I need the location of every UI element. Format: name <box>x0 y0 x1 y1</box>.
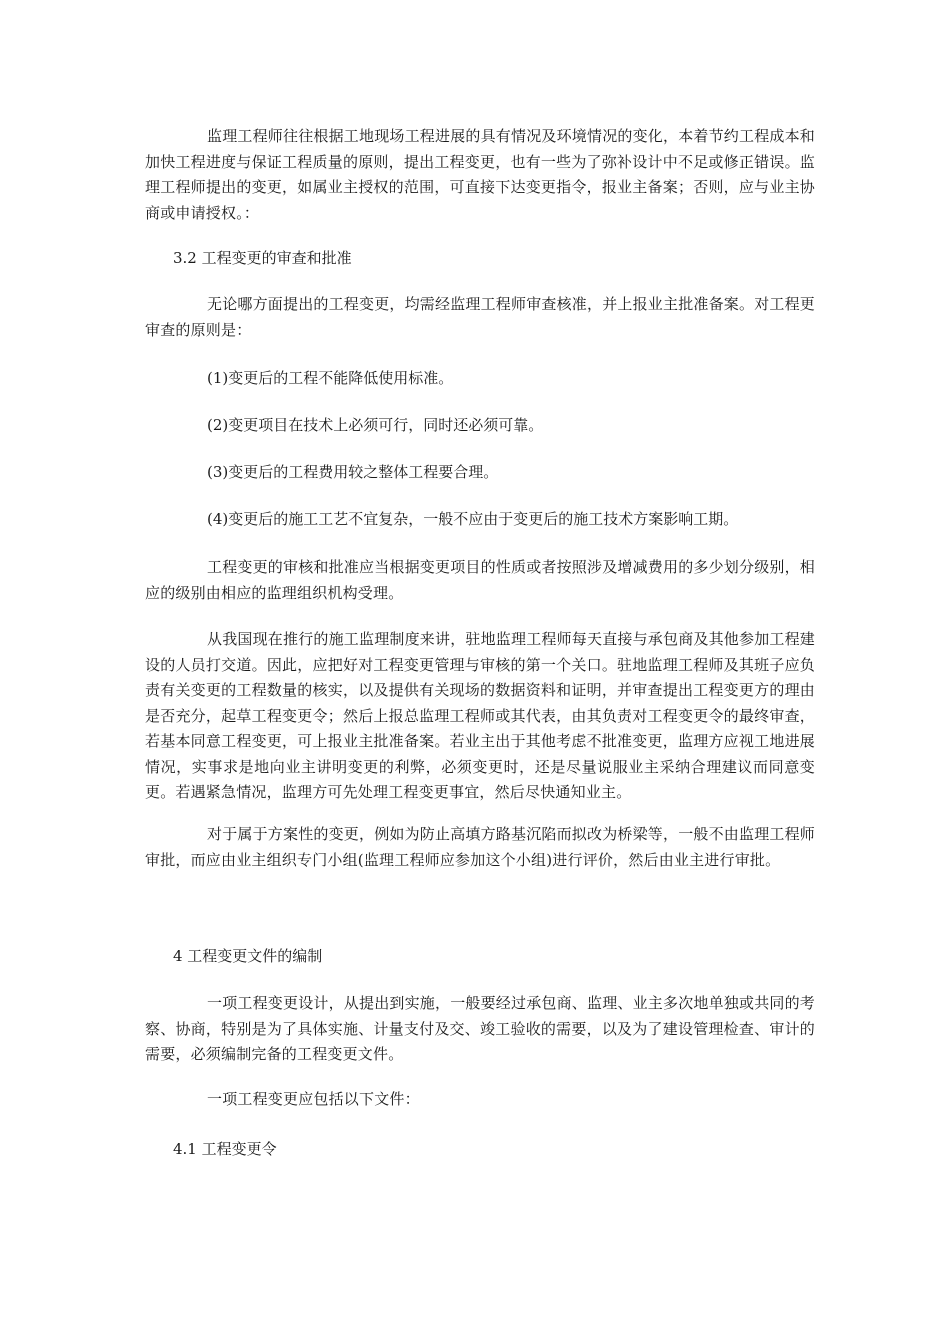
list-item-4: (4)变更后的施工工艺不宜复杂，一般不应由于变更后的施工技术方案影响工期。 <box>207 510 739 528</box>
section-heading-3-2: 3.2 工程变更的审查和批准 <box>173 249 352 267</box>
list-item-2: (2)变更项目在技术上必须可行，同时还必须可靠。 <box>207 416 544 434</box>
paragraph-engineer-proposed-changes: 监理工程师往往根据工地现场工程进展的具有情况及环境情况的变化，本着节约工程成本和加快工程进度与保证工程质量的原则，提出工程变更，也有一些为了弥补设计中不足或修正错误。监理工程师提出的变更，如属业主授权的范围，可直接下达变更指令，报业主备案；否则，应与业主协商或申请授权。： <box>145 127 816 222</box>
section-heading-4: 4 工程变更文件的编制 <box>173 947 323 965</box>
list-item-1: (1)变更后的工程不能降低使用标准。 <box>207 369 454 387</box>
paragraph-document-list-intro: 一项工程变更应包括以下文件： <box>207 1090 420 1108</box>
paragraph-resident-engineer-duties: 从我国现在推行的施工监理制度来讲，驻地监理工程师每天直接与承包商及其他参加工程建设的人员打交道。因此，应把好对工程变更管理与审核的第一个关口。驻地监理工程师及其班子应负责有关变更的工程数量的核实，以及提供有关现场的数据资料和证明，并审查提出工程变更方的理由是否充分，起草工程变更令；然后上报总监理工程师或其代表，由其负责对工程变更令的最终审查，若基本同意工程变更，可上报业主批准备案。若业主出于其他考虑不批准变更，监理方应视工地进展情况，实事求是地向业主讲明变更的利弊，必须变更时，还是尽量说服业主采纳合理建议而同意变更。若遇紧急情况，监理方可先处理工程变更事宜，然后尽快通知业主。 <box>145 630 816 801</box>
section-heading-4-1: 4.1 工程变更令 <box>173 1140 277 1158</box>
paragraph-approval-levels: 工程变更的审核和批准应当根据变更项目的性质或者按照涉及增减费用的多少划分级别，相应的级别由相应的监理组织机构受理。 <box>145 558 816 602</box>
paragraph-review-principles-intro: 无论哪方面提出的工程变更，均需经监理工程师审查核准，并上报业主批准备案。对工程更审查的原则是： <box>145 295 816 339</box>
paragraph-change-documents: 一项工程变更设计，从提出到实施，一般要经过承包商、监理、业主多次地单独或共同的考察、协商，特别是为了具体实施、计量支付及交、竣工验收的需要，以及为了建设管理检查、审计的需要，必须编制完备的工程变更文件。 <box>145 994 816 1063</box>
list-item-3: (3)变更后的工程费用较之整体工程要合理。 <box>207 463 499 481</box>
paragraph-scheme-changes: 对于属于方案性的变更，例如为防止高填方路基沉陷而拟改为桥梁等，一般不由监理工程师审批，而应由业主组织专门小组(监理工程师应参加这个小组)进行评价，然后由业主进行审批。 <box>145 825 816 869</box>
